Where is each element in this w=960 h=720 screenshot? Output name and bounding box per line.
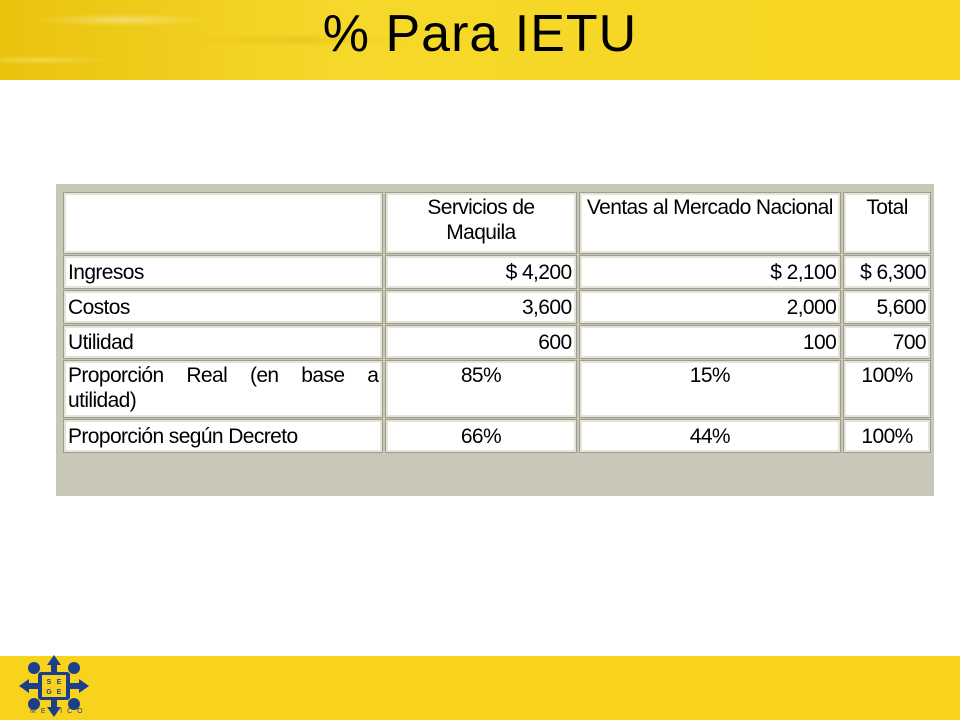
table-row [64, 256, 930, 288]
value-cell: 100% [844, 361, 930, 417]
table-row [64, 420, 930, 452]
value-cell: $ 6,300 [844, 256, 930, 288]
value-cell: 2,000 [580, 291, 841, 323]
header-cell-servicios: Servicios de Maquila [386, 193, 575, 253]
table-header-row [64, 193, 930, 253]
header-cell-total: Total [844, 193, 930, 253]
ietu-table [60, 190, 934, 455]
logo-letter: S [46, 679, 52, 686]
value-cell: 66% [386, 420, 575, 452]
value-cell: 700 [844, 326, 930, 358]
header-cell-empty [64, 193, 382, 253]
value-cell: 5,600 [844, 291, 930, 323]
row-label: Proporción según Decreto [64, 420, 382, 452]
logo-caption: MEXICO [30, 708, 88, 715]
table-row [64, 361, 930, 417]
table-row [64, 291, 930, 323]
value-cell: $ 2,100 [580, 256, 841, 288]
table-row [64, 326, 930, 358]
value-cell: 85% [386, 361, 575, 417]
value-cell: 600 [386, 326, 575, 358]
value-cell: 100% [844, 420, 930, 452]
logo-letter: G [46, 689, 52, 696]
value-cell: 44% [580, 420, 841, 452]
data-table-frame [56, 184, 934, 496]
row-label: Ingresos [64, 256, 382, 288]
row-label: Utilidad [64, 326, 382, 358]
row-label: Costos [64, 291, 382, 323]
header-cell-ventas: Ventas al Mercado Nacional [580, 193, 841, 253]
row-label: Proporción Real (en base a utilidad) [64, 361, 382, 417]
value-cell: $ 4,200 [386, 256, 575, 288]
value-cell: 100 [580, 326, 841, 358]
footer-band [0, 656, 960, 720]
slide-title: % Para IETU [322, 5, 638, 63]
logo-letter: E [56, 679, 62, 686]
value-cell: 15% [580, 361, 841, 417]
value-cell: 3,600 [386, 291, 575, 323]
logo-letter: E [56, 689, 62, 696]
